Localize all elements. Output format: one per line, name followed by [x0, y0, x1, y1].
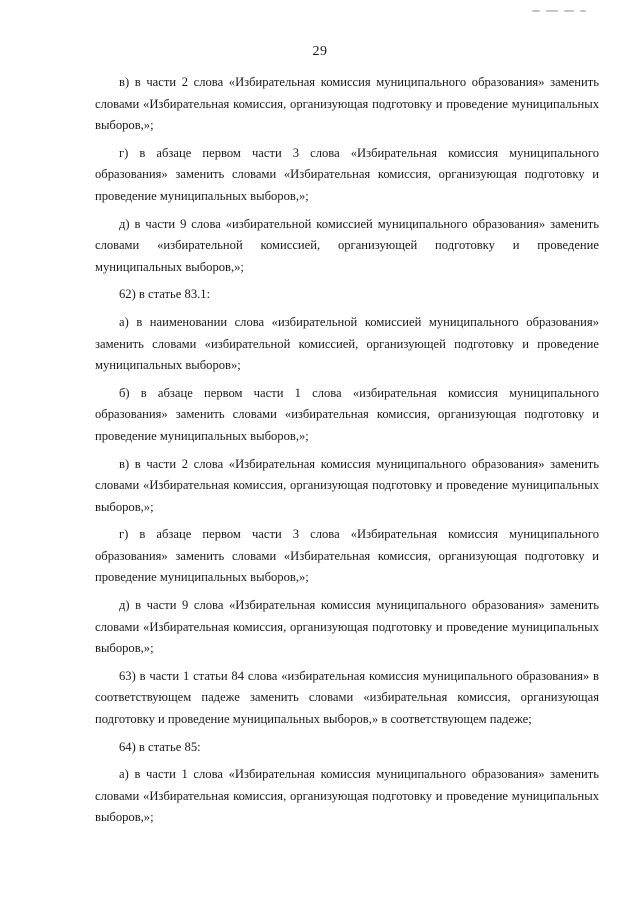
paragraph-v-part-2: в) в части 2 слова «Избирательная комиссия муниципального образования» заменить словами «Избирательная комиссия, организующая подготовку и проведение муниципальных выборов,»; — [95, 75, 599, 133]
paragraph-g-part-3-b: г) в абзаце первом части 3 слова «Избирательная комиссия муниципального образования» заменить словами «Избирательная комиссия, организующая подготовку и проведение муниципальных выборов,»; — [95, 527, 599, 585]
page-number: 29 — [312, 44, 328, 59]
paragraph-d-part-9: д) в части 9 слова «избирательной комиссией муниципального образования» заменить словами «избирательной комиссией, организующей подготовку и проведение муниципальных выборов,»; — [95, 216, 599, 274]
paragraph-d-part-9-b: д) в части 9 слова «Избирательная комиссия муниципального образования» заменить словами «Избирательная комиссия, организующая подготовку и проведение муниципальных выборов,»; — [95, 598, 599, 656]
paragraph-a-part-1: а) в части 1 слова «Избирательная комиссия муниципального образования» заменить словами «Избирательная комиссия, организующая подготовку и проведение муниципальных выборов,»; — [95, 767, 599, 825]
paragraph-item-64: 64) в статье 85: — [119, 739, 201, 754]
paragraph-item-63: 63) в части 1 статьи 84 слова «избирательная комиссия муниципального образования» в соответствующем падеже заменить словами «избирательная комиссия, организующая подготовку и проведение муниципальных выборов,» в соответствующем падеже; — [95, 668, 599, 727]
paragraph-a-title: а) в наименовании слова «избирательной комиссией муниципального образования» заменить словами «избирательной комиссией, организующей подготовку и проведение муниципальных выборов»; — [95, 314, 599, 373]
paragraph-item-62: 62) в статье 83.1: — [119, 287, 211, 302]
document-body — [95, 72, 599, 835]
paragraph-b-part-1: б) в абзаце первом части 1 слова «избирательная комиссия муниципального образования» заменить словами «избирательная комиссия, организующая подготовку и проведение муниципальных выборов,»; — [95, 385, 599, 443]
paragraph-g-part-3: г) в абзаце первом части 3 слова «Избирательная комиссия муниципального образования» заменить словами «Избирательная комиссия, организующая подготовку и проведение муниципальных выборов,»; — [95, 145, 599, 203]
paragraph-v-part-2-b: в) в части 2 слова «Избирательная комиссия муниципального образования» заменить словами «Избирательная комиссия, организующая подготовку и проведение муниципальных выборов,»; — [95, 456, 599, 514]
scan-marks — [532, 10, 592, 14]
